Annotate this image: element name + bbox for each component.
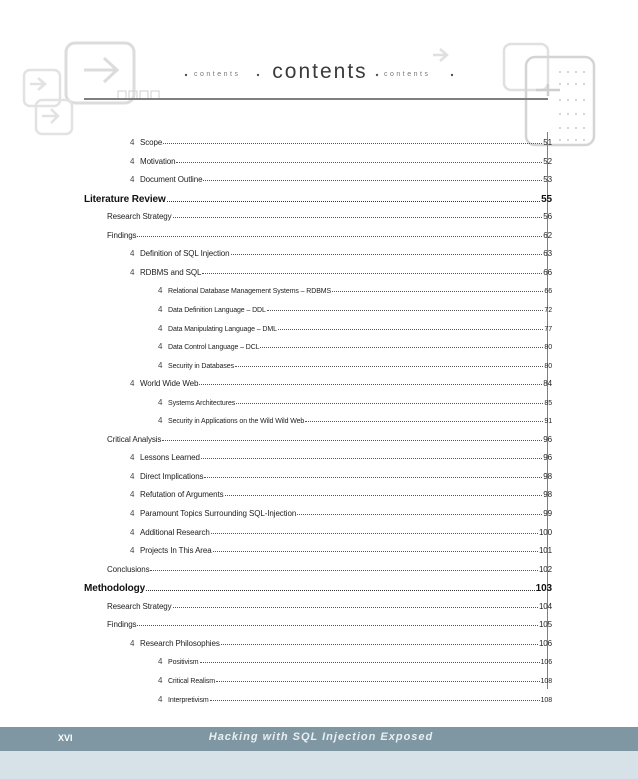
toc-entry-label: Scope (140, 138, 163, 147)
toc-page-number: 53 (543, 175, 552, 185)
toc-entry-label: Literature Review (84, 193, 166, 205)
toc-bullet: 4 (130, 527, 135, 537)
toc-page-number: 101 (538, 546, 552, 556)
toc-dot-leader (173, 217, 543, 218)
toc-page-number: 51 (543, 138, 552, 147)
footer-bottom-strip (0, 751, 638, 779)
toc-entry-label: Positivism (168, 659, 199, 667)
toc-page-number: 56 (543, 212, 552, 222)
toc-entry[interactable] (130, 502, 552, 518)
toc-entry-label: Motivation (140, 156, 176, 166)
toc-page-number: 105 (538, 620, 552, 630)
toc-dot-leader (163, 143, 542, 144)
toc-dot-leader (204, 477, 542, 478)
toc-entry-label: Projects In This Area (140, 546, 212, 556)
toc-dot-leader (231, 254, 543, 255)
toc-page-number: 108 (540, 677, 552, 685)
toc-bullet: 4 (158, 360, 163, 370)
toc-entry-label: Research Strategy (107, 601, 172, 611)
toc-page-number: 77 (544, 325, 552, 333)
toc-entry-label: Critical Realism (168, 677, 216, 685)
toc-entry[interactable] (130, 539, 552, 555)
toc-bullet: 4 (158, 286, 163, 296)
toc-entry-label: World Wide Web (140, 379, 199, 389)
toc-entry-label: Definition of SQL Injection (140, 249, 230, 259)
toc-bullet: 4 (130, 175, 135, 185)
toc-entry-label: Findings (107, 230, 137, 240)
toc-dot-leader (167, 201, 540, 202)
header-left-label: contents (194, 71, 241, 78)
toc-entry[interactable] (158, 335, 552, 351)
toc-entry[interactable] (130, 372, 552, 388)
toc-entry-label: Systems Architectures (168, 399, 236, 407)
toc-dot-leader (162, 440, 542, 441)
toc-bullet: 4 (158, 675, 163, 685)
toc-entry-label: Document Outline (140, 175, 203, 185)
toc-entry[interactable] (130, 261, 552, 277)
toc-page-number: 80 (544, 344, 552, 352)
toc-dot-leader (201, 458, 542, 459)
toc-dot-leader (137, 625, 537, 626)
toc-dot-leader (202, 273, 542, 274)
toc-entry[interactable] (158, 317, 552, 333)
toc-entry[interactable] (158, 391, 552, 407)
toc-dot-leader (203, 180, 542, 181)
toc-dot-leader (216, 681, 540, 682)
toc-bullet: 4 (130, 138, 135, 147)
toc-page-number: 63 (543, 249, 552, 259)
toc-entry[interactable] (107, 558, 552, 574)
toc-dot-leader (260, 347, 543, 348)
toc-page-number: 55 (541, 193, 552, 205)
toc-page-number: 106 (540, 659, 552, 667)
toc-page-number: 108 (540, 696, 552, 704)
toc-entry[interactable] (130, 168, 552, 184)
toc-entry[interactable] (158, 688, 552, 704)
toc-bullet: 4 (130, 546, 135, 556)
toc-bullet: 4 (158, 323, 163, 333)
toc-page-number: 103 (535, 583, 552, 595)
toc-page-number: 84 (543, 379, 552, 389)
toc-entry[interactable] (130, 632, 552, 648)
toc-entry-label: Research Philosophies (140, 638, 220, 648)
toc-page-number: 99 (543, 509, 552, 518)
toc-dot-leader (213, 551, 538, 552)
page-number: XVI (58, 733, 73, 743)
toc-entry-label: Additional Research (140, 527, 210, 537)
toc-dot-leader (146, 590, 534, 591)
toc-entry[interactable] (130, 446, 552, 462)
toc-entry-label: Refutation of Arguments (140, 490, 224, 500)
header-right-label: contents (384, 71, 431, 78)
toc-page-number: 72 (544, 306, 552, 314)
toc-bullet: 4 (158, 657, 163, 667)
toc-dot-leader (211, 533, 538, 534)
toc-page-number: 96 (543, 453, 552, 463)
toc-entry[interactable] (130, 465, 552, 481)
toc-entry-label: Findings (107, 620, 137, 630)
toc-entry-label: Security in Applications on the Wild Wild Web (168, 418, 305, 426)
toc-entry[interactable] (130, 242, 552, 258)
toc-entry-label: RDBMS and SQL (140, 267, 202, 277)
toc-page-number: 100 (538, 527, 552, 537)
dot-grid-icon (559, 71, 585, 141)
toc-bullet: 4 (158, 397, 163, 407)
toc-page-number: 104 (538, 601, 552, 611)
toc-bullet: 4 (158, 304, 163, 314)
page-title: contents (272, 60, 368, 83)
toc-bullet: 4 (130, 471, 135, 481)
toc-entry-label: Critical Analysis (107, 434, 162, 444)
toc-bullet: 4 (130, 509, 135, 518)
toc-dot-leader (137, 236, 542, 237)
toc-page-number: 52 (543, 156, 552, 166)
toc-entry[interactable] (130, 131, 552, 147)
toc-entry[interactable] (130, 150, 552, 166)
toc-page-number: 98 (543, 471, 552, 481)
toc-entry[interactable] (130, 521, 552, 537)
toc-dot-leader (176, 162, 542, 163)
toc-page-number: 106 (538, 638, 552, 648)
toc-bullet: 4 (130, 267, 135, 277)
toc-entry-label: Lessons Learned (140, 453, 200, 463)
toc-entry-label: Data Control Language – DCL (168, 344, 260, 352)
toc-entry-label: Interpretivism (168, 696, 209, 704)
toc-dot-leader (267, 310, 544, 311)
toc-bullet: 4 (130, 453, 135, 463)
toc-entry-label: Security in Databases (168, 362, 234, 370)
toc-entry[interactable] (84, 576, 552, 594)
toc-page-number: 85 (544, 399, 552, 407)
toc-entry-label: Direct Implications (140, 471, 204, 481)
toc-entry[interactable] (107, 613, 552, 629)
toc-entry-label: Research Strategy (107, 212, 172, 222)
toc-bullet: 4 (130, 490, 135, 500)
toc-bullet: 4 (130, 156, 135, 166)
toc-dot-leader (278, 329, 544, 330)
toc-entry[interactable] (158, 409, 552, 425)
toc-page-number: 62 (543, 230, 552, 240)
toc-page-number: 66 (543, 267, 552, 277)
toc-page-number: 96 (543, 434, 552, 444)
toc-page-number: 98 (543, 490, 552, 500)
toc-entry[interactable] (107, 205, 552, 221)
toc-entry-label: Data Definition Language – DDL (168, 306, 266, 314)
toc-page-number: 91 (544, 418, 552, 426)
toc-entry[interactable] (158, 298, 552, 314)
toc-entry[interactable] (107, 595, 552, 611)
toc-dot-leader (210, 700, 540, 701)
toc-dot-leader (200, 662, 540, 663)
toc-dot-leader (236, 403, 543, 404)
toc-dot-leader (173, 607, 538, 608)
toc-page-number: 102 (538, 564, 552, 574)
toc-bullet: 4 (130, 379, 135, 389)
toc-bullet: 4 (158, 694, 163, 704)
toc-entry[interactable] (107, 224, 552, 240)
book-title: Hacking with SQL Injection Exposed (208, 731, 434, 743)
toc-entry-label: Relational Database Management Systems – RDBMS (168, 288, 332, 296)
toc-dot-leader (332, 291, 543, 292)
toc-entry-label: Methodology (84, 583, 146, 595)
toc-entry-label: Conclusions (107, 564, 150, 574)
toc-entry[interactable] (158, 669, 552, 685)
toc-entry[interactable] (158, 279, 552, 295)
toc-entry[interactable] (158, 650, 552, 666)
toc-bullet: 4 (130, 249, 135, 259)
toc-dot-leader (225, 495, 543, 496)
toc-dot-leader (199, 384, 542, 385)
toc-dot-leader (297, 514, 542, 515)
toc-bullet: 4 (158, 342, 163, 352)
toc-bullet: 4 (130, 638, 135, 648)
header-rule (84, 98, 548, 100)
toc-entry[interactable] (158, 354, 552, 370)
toc-dot-leader (221, 644, 538, 645)
toc-entry-label: Paramount Topics Surrounding SQL-Injection (140, 509, 297, 518)
toc-entry[interactable] (107, 428, 552, 444)
toc-page-number: 80 (544, 362, 552, 370)
toc-entry[interactable] (130, 483, 552, 499)
toc-dot-leader (305, 421, 543, 422)
toc-dot-leader (235, 366, 543, 367)
toc-bullet: 4 (158, 416, 163, 426)
toc-dot-leader (150, 570, 537, 571)
arrow-box-icon (66, 43, 134, 103)
toc-entry[interactable] (84, 187, 552, 205)
toc-page-number: 66 (544, 288, 552, 296)
toc-entry-label: Data Manipulating Language – DML (168, 325, 277, 333)
